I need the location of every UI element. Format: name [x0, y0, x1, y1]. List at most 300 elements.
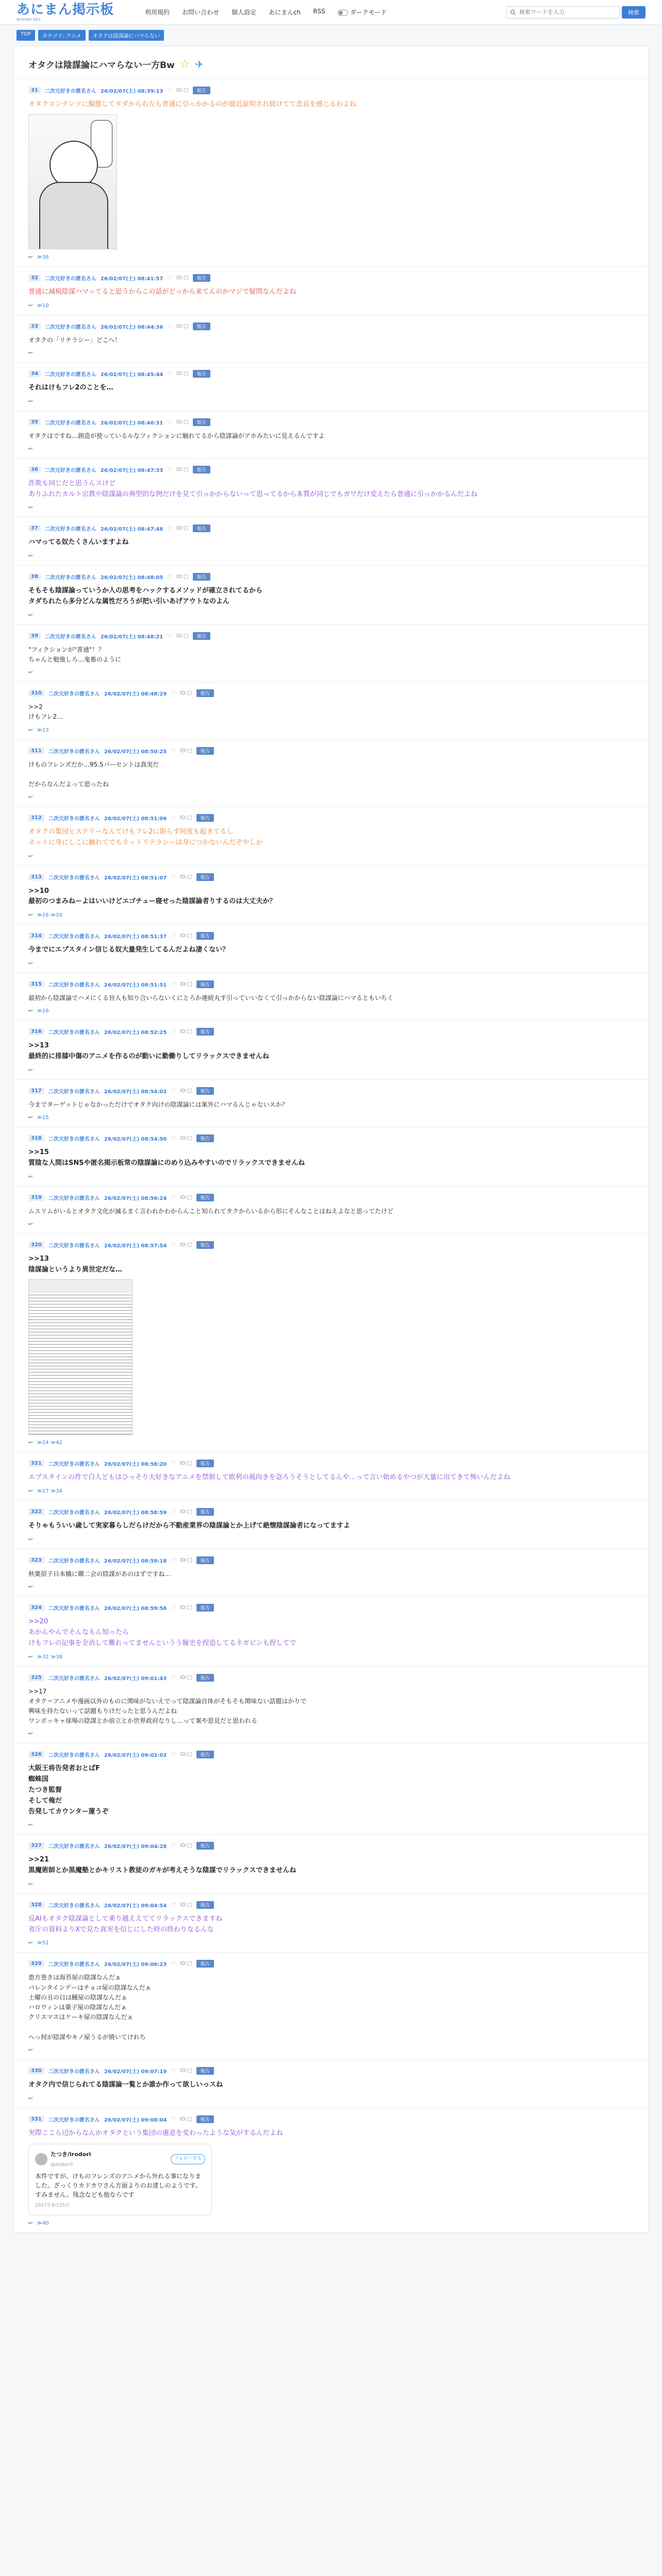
post-header	[28, 524, 634, 532]
post-number[interactable]: 34	[28, 370, 41, 377]
like-heart-icon[interactable]: ♡	[167, 274, 173, 281]
post-date: 26/02/07(土) 08:50:25	[104, 749, 167, 755]
post-header	[28, 1556, 634, 1564]
post	[14, 1501, 648, 1549]
post-body: 実際ここら辺からなんかオタクという集団の憲意を変わったような気がするんだよね	[28, 2129, 283, 2137]
post-date: 26/02/07(土) 08:57:54	[104, 1243, 167, 1249]
report-button[interactable]: 報告	[193, 466, 210, 473]
post-header	[28, 1842, 634, 1850]
post-header	[28, 1134, 634, 1142]
reply-icon[interactable]: ↩	[28, 1584, 33, 1590]
post-number[interactable]: 31	[28, 87, 41, 94]
reply-icon[interactable]: ↩	[28, 1654, 33, 1660]
post	[14, 866, 648, 925]
post	[14, 625, 648, 682]
post-footer	[28, 1067, 634, 1073]
poster-id: ID:□	[180, 1605, 192, 1611]
post-footer	[28, 1654, 634, 1660]
post	[14, 363, 648, 411]
nav-contact[interactable]: お問い合わせ	[182, 9, 220, 16]
post-number[interactable]: 38	[28, 573, 41, 580]
reply-links[interactable]: ≫38	[37, 254, 49, 260]
post-header	[28, 932, 634, 940]
like-heart-icon[interactable]: ♡	[167, 573, 173, 581]
post	[14, 79, 648, 267]
post	[14, 973, 648, 1021]
reply-icon[interactable]: ↩	[28, 961, 33, 967]
reply-links[interactable]: ≫13	[37, 727, 49, 733]
report-button[interactable]: 報告	[196, 1241, 214, 1249]
poster-id: ID:□	[180, 1902, 192, 1908]
reply-icon[interactable]: ↩	[28, 505, 33, 511]
reply-icon[interactable]: ↩	[28, 254, 33, 260]
reply-icon[interactable]: ↩	[28, 1008, 33, 1014]
like-heart-icon[interactable]: ♡	[167, 525, 173, 532]
poster-id: ID:□	[176, 323, 189, 329]
reply-links[interactable]: ≫15	[37, 1115, 49, 1121]
poster-id: ID:□	[180, 1242, 192, 1248]
reply-icon[interactable]: ↩	[28, 446, 33, 452]
nav-rss[interactable]: RSS	[313, 8, 325, 15]
poster-name: 二次元好きの匿名さん	[48, 1243, 100, 1249]
poster-name: 二次元好きの匿名さん	[48, 1558, 100, 1564]
post-header	[28, 814, 634, 822]
post-date: 26/02/07(土) 08:56:24	[104, 1195, 167, 1201]
post	[14, 1894, 648, 1953]
star-favorite-icon[interactable]: ☆	[179, 58, 190, 71]
post	[14, 517, 648, 566]
post-list	[14, 79, 648, 2233]
breadcrumb	[0, 25, 662, 41]
post-body: エプスタインの件で白人どもはひっそり大好きなアニメを禁制して欧利の風向きを急ろうそうとしてるんや…って言い始めるやつが大量に出てきて怖いんだよね	[28, 1473, 510, 1482]
dark-mode-label: ダークモード	[350, 9, 387, 16]
post-header	[28, 980, 634, 988]
nav-settings[interactable]: 個人設定	[231, 9, 257, 16]
embedded-tweet[interactable]	[28, 2144, 212, 2215]
search-input[interactable]	[518, 8, 616, 16]
poster-name: 二次元好きの匿名さん	[48, 749, 100, 755]
post	[14, 566, 648, 625]
reply-icon[interactable]: ↩	[28, 727, 33, 733]
post	[14, 1127, 648, 1187]
reply-icon[interactable]: ↩	[28, 1940, 33, 1946]
poster-id: ID:□	[180, 1557, 192, 1563]
poster-id: ID:□	[180, 815, 192, 821]
post-footer	[28, 553, 634, 559]
post-date: 26/02/07(土) 08:47:46	[100, 527, 163, 533]
post	[14, 1187, 648, 1234]
reply-icon[interactable]: ↩	[28, 2095, 33, 2102]
post	[14, 1743, 648, 1835]
post-footer	[28, 912, 634, 918]
thread-title-bar	[14, 46, 648, 79]
post-footer	[28, 1584, 634, 1590]
post-footer	[28, 399, 634, 404]
reply-icon[interactable]: ↩	[28, 398, 33, 404]
poster-id: ID:□	[180, 1461, 192, 1467]
post-number[interactable]: 32	[28, 275, 41, 281]
report-button[interactable]: 報告	[196, 1556, 214, 1564]
post-number[interactable]: 328	[28, 1902, 44, 1908]
like-heart-icon[interactable]: ♡	[171, 1674, 176, 1681]
poster-name: 二次元好きの匿名さん	[48, 1903, 100, 1909]
post-body: "フィクションが"普通"！？ ちゃんと勉強しろ…鬼畜のように	[28, 646, 122, 663]
post-date: 26/02/07(土) 08:44:36	[100, 324, 163, 330]
post-date: 26/02/07(土) 08:47:33	[100, 467, 163, 473]
post-header	[28, 1751, 634, 1758]
post-number[interactable]: 316	[28, 1028, 44, 1035]
breadcrumb-category[interactable]: カテゴリ: アニメ	[38, 30, 86, 41]
reply-links[interactable]: ≫16	[37, 1008, 49, 1014]
report-button[interactable]: 報告	[193, 573, 210, 581]
post-date: 26/02/07(土) 08:54:50	[104, 1137, 167, 1143]
report-button[interactable]: 報告	[193, 524, 210, 532]
nav-animanch[interactable]: あにまんch	[269, 9, 301, 16]
post-header	[28, 274, 634, 282]
post-header	[28, 323, 634, 330]
poster-id: ID:□	[176, 275, 189, 281]
post-body: >>10 最初のつまみねーよはいいけどエゴチュー寝せった陰謀論者りするのは大丈夫か？	[28, 887, 276, 906]
post-header	[28, 632, 634, 640]
post-date: 26/02/07(土) 08:51:06	[104, 816, 167, 822]
report-button[interactable]: 報告	[196, 1087, 214, 1095]
reply-icon[interactable]: ↩	[28, 1067, 33, 1073]
post-number[interactable]: 320	[28, 1242, 44, 1248]
poster-id: ID:□	[180, 748, 192, 754]
like-heart-icon[interactable]: ♡	[171, 1135, 176, 1142]
report-button[interactable]: 報告	[193, 418, 210, 426]
poster-id: ID:□	[180, 690, 192, 697]
poster-name: 二次元好きの匿名さん	[48, 2069, 100, 2075]
post-footer	[28, 794, 634, 800]
post-body: 大阪王将告発者おとばF 蜘蛛国 たつき監督 そして俺だ 告発してカウンター蓮うぞ	[28, 1765, 109, 1816]
post-footer	[28, 1488, 634, 1494]
reply-icon[interactable]: ↩	[28, 1488, 33, 1495]
poster-id: ID:□	[180, 1136, 192, 1142]
post-footer	[28, 854, 634, 859]
post-footer	[28, 2221, 634, 2226]
reply-icon[interactable]: ↩	[28, 1174, 33, 1180]
report-button[interactable]: 報告	[196, 1134, 214, 1142]
like-heart-icon[interactable]: ♡	[171, 1460, 176, 1467]
post-header	[28, 873, 634, 881]
post-footer	[28, 1440, 634, 1446]
like-heart-icon[interactable]: ♡	[171, 1842, 176, 1850]
post-body: オタクの「リテラシー」どこへ！	[28, 336, 121, 344]
site-header	[0, 0, 662, 25]
reply-links[interactable]: ≫27 ≫34	[37, 1488, 62, 1495]
post-date: 26/02/07(土) 08:48:21	[100, 634, 163, 640]
post-date: 26/02/07(土) 09:08:04	[104, 2117, 167, 2123]
post-date: 26/02/07(土) 08:58:20	[104, 1462, 167, 1468]
post-date: 26/02/07(土) 09:04:54	[104, 1903, 167, 1909]
reply-icon[interactable]: ↩	[28, 612, 33, 618]
reply-icon[interactable]: ↩	[28, 1440, 33, 1446]
like-heart-icon[interactable]: ♡	[167, 87, 173, 94]
breadcrumb-top[interactable]: TOP	[16, 30, 35, 41]
post-number[interactable]: 327	[28, 1842, 44, 1849]
post-number[interactable]: 322	[28, 1509, 44, 1515]
report-button[interactable]: 報告	[196, 932, 214, 940]
post-number[interactable]: 311	[28, 748, 44, 754]
reply-icon[interactable]: ↩	[28, 1221, 33, 1227]
like-heart-icon[interactable]: ♡	[171, 815, 176, 822]
like-heart-icon[interactable]: ♡	[171, 2115, 176, 2123]
post-footer	[28, 1537, 634, 1543]
dark-mode-toggle[interactable]	[338, 8, 387, 16]
post-date: 26/02/07(土) 08:46:31	[100, 420, 163, 426]
like-heart-icon[interactable]: ♡	[171, 933, 176, 940]
post-body: オタクコンテンツに擬態してタダから右左も普通に引っかかるのが最近証明され続けてて悲哀を感じるわよね	[28, 100, 357, 108]
post-number[interactable]: 323	[28, 1557, 44, 1564]
post-footer	[28, 1940, 634, 1946]
report-button[interactable]: 報告	[196, 2067, 214, 2075]
reply-icon[interactable]: ↩	[28, 1115, 33, 1121]
poster-id: ID:□	[180, 981, 192, 988]
reply-icon[interactable]: ↩	[28, 302, 33, 309]
poster-id: ID:□	[176, 574, 189, 580]
like-heart-icon[interactable]: ♡	[171, 1194, 176, 1201]
report-button[interactable]: 報告	[193, 632, 210, 640]
like-heart-icon[interactable]: ♡	[171, 1087, 176, 1094]
like-heart-icon[interactable]: ♡	[171, 1556, 176, 1564]
reply-icon[interactable]: ↩	[28, 2047, 33, 2053]
like-heart-icon[interactable]: ♡	[171, 1960, 176, 1968]
post-number[interactable]: 321	[28, 1460, 44, 1467]
post-date: 26/02/07(土) 08:39:13	[100, 89, 163, 94]
post-number[interactable]: 314	[28, 933, 44, 939]
poster-id: ID:□	[180, 1843, 192, 1849]
manga-body	[39, 182, 108, 249]
poster-name: 二次元好きの匿名さん	[48, 982, 100, 989]
post-footer	[28, 350, 634, 356]
reply-icon[interactable]: ↩	[28, 2220, 33, 2226]
like-heart-icon[interactable]: ♡	[167, 323, 173, 330]
report-button[interactable]: 報告	[196, 980, 214, 988]
post-footer	[28, 727, 634, 733]
reply-icon[interactable]: ↩	[28, 912, 33, 919]
post	[14, 1080, 648, 1127]
post-number[interactable]: 39	[28, 633, 41, 639]
manga-image-thumbnail[interactable]	[28, 114, 117, 249]
post-number[interactable]: 310	[28, 690, 44, 697]
poster-id: ID:□	[180, 933, 192, 939]
reply-links[interactable]: ≫16 ≫20	[37, 912, 62, 919]
report-button[interactable]: 報告	[196, 1674, 214, 1682]
post-number[interactable]: 36	[28, 466, 41, 473]
like-heart-icon[interactable]: ♡	[171, 981, 176, 988]
poster-id: ID:□	[176, 88, 189, 93]
post-body: >>20 あかんやんでそんなもん知ったら けもフレの記事を全消して難れってませんというう履史を捏造してるネガビンも捏してで	[28, 1618, 296, 1647]
post-header	[28, 2067, 634, 2075]
report-button[interactable]: 報告	[196, 689, 214, 697]
like-heart-icon[interactable]: ♡	[171, 873, 176, 880]
post-footer	[28, 1822, 634, 1828]
post-date: 26/02/07(土) 08:59:56	[104, 1606, 167, 1612]
nav-terms[interactable]: 利用規約	[145, 9, 170, 16]
tweet-handle: @irodori7	[51, 2162, 73, 2167]
post-footer	[28, 1731, 634, 1737]
poster-id: ID:□	[176, 526, 189, 532]
poster-name: 二次元好きの匿名さん	[48, 934, 100, 940]
post-number[interactable]: 324	[28, 1604, 44, 1611]
like-heart-icon[interactable]: ♡	[171, 747, 176, 754]
thread-title: オタクは陰謀論にハマらない一方Bw	[28, 60, 175, 71]
follow-button[interactable]: フォローする	[171, 2154, 205, 2164]
toggle-switch-icon[interactable]	[338, 10, 348, 16]
post-header	[28, 2115, 634, 2123]
report-button[interactable]: 報告	[196, 1460, 214, 1467]
reply-icon[interactable]: ↩	[28, 553, 33, 560]
post-body: 恵方巻きは海苔屋の陰謀なんだぁ バレンタインデーはチョコ屋の陰謀なんだぁ 土曜の丑の日は鰻屋の陰謀なんだぁ ハロウィンは菓子屋の陰謀なんだぁ クリスマスはケーキ屋の陰謀なんだぁ へっ何が陰謀やキノ屋うるが焼いてけれち	[28, 1974, 152, 2041]
post	[14, 411, 648, 459]
search-icon	[510, 9, 516, 15]
post-body: 今までターゲットじゃなかっただけでオタク向けの陰謀論には案外にハマるんじゃないスか？	[28, 1100, 288, 1108]
report-button[interactable]: 報告	[196, 1028, 214, 1036]
post-header	[28, 747, 634, 755]
post-number[interactable]: 312	[28, 815, 44, 821]
post-header	[28, 87, 634, 94]
post-footer	[28, 255, 634, 260]
post-body: 詐欺も同じだと思うんスけど ありふれたカルト宗教や陰謀論の典型的な例だけを見て引っかからないって思ってるから本質が同じでもガワだけ変えたら普通に引っかかるんだよね	[28, 479, 478, 498]
post-body: >>21 黒魔術師とか黒魔塾とかキリスト教徒のガキが考えそうな陰謀でリラックスできませんね	[28, 1856, 296, 1875]
post	[14, 1021, 648, 1080]
post-number[interactable]: 326	[28, 1751, 44, 1758]
post-number[interactable]: 317	[28, 1088, 44, 1094]
post-number[interactable]: 325	[28, 1674, 44, 1681]
poster-name: 二次元好きの匿名さん	[44, 276, 96, 282]
post-body: 反AIもオタク陰謀論として乗り越ええててリラックスできますね 省庁の資料よりXで見た真実を信じにした時の終わりなるんな	[28, 1914, 223, 1934]
reply-icon[interactable]: ↩	[28, 794, 33, 801]
post	[14, 1953, 648, 2059]
post-number[interactable]: 35	[28, 419, 41, 426]
reply-icon[interactable]: ↩	[28, 1822, 33, 1828]
avatar	[35, 2153, 47, 2165]
reply-icon[interactable]: ↩	[28, 853, 33, 859]
reply-links[interactable]: ≫24 ≫42	[37, 1440, 62, 1446]
report-button[interactable]: 報告	[196, 1194, 214, 1201]
logo-title[interactable]: あにまん掲示板	[16, 2, 114, 18]
reply-links[interactable]: ≫32 ≫38	[37, 1654, 62, 1660]
reply-links[interactable]: ≫51	[37, 1940, 49, 1946]
post-number[interactable]: 37	[28, 525, 41, 532]
like-heart-icon[interactable]: ♡	[171, 690, 176, 697]
post-date: 26/02/07(土) 08:58:59	[104, 1510, 167, 1516]
post-date: 26/02/07(土) 09:06:23	[104, 1962, 167, 1968]
post-footer	[28, 961, 634, 967]
post-header	[28, 1604, 634, 1612]
poster-name: 二次元好きの匿名さん	[44, 420, 96, 426]
post-date: 26/02/07(土) 08:51:51	[104, 982, 167, 989]
like-heart-icon[interactable]: ♡	[167, 466, 173, 473]
like-heart-icon[interactable]: ♡	[171, 1901, 176, 1908]
logo-subtitle: animan bbs	[16, 16, 41, 22]
report-button[interactable]: 報告	[193, 323, 210, 330]
post-body: けものフレンズだか…95.5パーセントは真実だ だからなんだよって思ったね	[28, 760, 159, 788]
post-header	[28, 1460, 634, 1467]
post-number[interactable]: 313	[28, 874, 44, 880]
tweet-user-name: たつき/irodori	[51, 2151, 91, 2158]
post-number[interactable]: 315	[28, 981, 44, 988]
post	[14, 267, 648, 315]
report-button[interactable]: 報告	[196, 2115, 214, 2123]
report-button[interactable]: 報告	[196, 1842, 214, 1850]
post-date: 26/02/07(土) 08:59:18	[104, 1558, 167, 1564]
post-date: 26/02/07(土) 08:54:02	[104, 1089, 167, 1095]
post-number[interactable]: 319	[28, 1194, 44, 1201]
post-date: 26/02/07(土) 09:02:02	[104, 1753, 167, 1759]
poster-id: ID:□	[180, 1194, 192, 1200]
search-box[interactable]	[506, 6, 620, 19]
reply-icon[interactable]: ↩	[28, 670, 33, 676]
reply-icon[interactable]: ↩	[28, 350, 33, 356]
like-heart-icon[interactable]: ♡	[171, 1751, 176, 1758]
report-button[interactable]: 報告	[196, 1960, 214, 1968]
report-button[interactable]: 報告	[196, 1508, 214, 1516]
report-button[interactable]: 報告	[193, 370, 210, 378]
poster-id: ID:□	[180, 1674, 192, 1681]
post-body: そりゃもういい歳して実家暮らしだらけだから不動産業界の陰謀論とか上げて絶懐陰謀論者になってますよ	[28, 1522, 351, 1530]
reply-icon[interactable]: ↩	[28, 1731, 33, 1737]
reply-links[interactable]: ≫10	[37, 302, 49, 309]
like-heart-icon[interactable]: ♡	[171, 1028, 176, 1036]
like-heart-icon[interactable]: ♡	[171, 1509, 176, 1516]
post-number[interactable]: 33	[28, 323, 41, 330]
twitter-bird-icon[interactable]: ✈	[195, 58, 204, 71]
report-button[interactable]: 報告	[196, 1901, 214, 1909]
search-button[interactable]: 検索	[622, 6, 646, 19]
site-logo[interactable]	[16, 3, 114, 22]
report-button[interactable]: 報告	[196, 1751, 214, 1758]
like-heart-icon[interactable]: ♡	[167, 370, 173, 377]
like-heart-icon[interactable]: ♡	[171, 2067, 176, 2074]
like-heart-icon[interactable]: ♡	[171, 1604, 176, 1612]
reply-icon[interactable]: ↩	[28, 1536, 33, 1543]
reply-icon[interactable]: ↩	[28, 1881, 33, 1887]
post-body: >>13 最終的に排膝中傷のアニメを作るのが動いに勤働りしてリラックスできませんね	[28, 1042, 269, 1061]
post	[14, 1667, 648, 1744]
post-header	[28, 1241, 634, 1249]
post-footer	[28, 1008, 634, 1014]
post-date: 26/02/07(土) 09:01:43	[104, 1675, 167, 1682]
poster-id: ID:□	[180, 1088, 192, 1094]
report-button[interactable]: 報告	[196, 747, 214, 755]
poster-name: 二次元好きの匿名さん	[44, 527, 96, 533]
post-number[interactable]: 329	[28, 1960, 44, 1967]
report-button[interactable]: 報告	[196, 814, 214, 822]
post-number[interactable]: 331	[28, 2116, 44, 2123]
report-button[interactable]: 報告	[193, 87, 210, 94]
poster-name: 二次元好きの匿名さん	[44, 634, 96, 640]
post	[14, 925, 648, 973]
report-button[interactable]: 報告	[193, 274, 210, 282]
post-number[interactable]: 318	[28, 1135, 44, 1142]
tweet-text: 本件ですが、けものフレンズのアニメから外れる事になりました。ざっくりカドカワさん方面よりのお達しのようです。すみません。残念なども他ならです	[35, 2173, 202, 2199]
document-image-thumbnail[interactable]	[28, 1279, 133, 1435]
post-number[interactable]: 330	[28, 2067, 44, 2074]
poster-name: 二次元好きの匿名さん	[48, 875, 100, 881]
report-button[interactable]: 報告	[196, 873, 214, 881]
breadcrumb-thread[interactable]: オタクは陰謀論にハマらない	[89, 30, 164, 41]
like-heart-icon[interactable]: ♡	[167, 632, 173, 639]
reply-links[interactable]: ≫40	[37, 2220, 49, 2226]
poster-id: ID:□	[180, 1029, 192, 1035]
like-heart-icon[interactable]: ♡	[167, 418, 173, 426]
post-header	[28, 370, 634, 378]
post-header	[28, 1194, 634, 1201]
report-button[interactable]: 報告	[196, 1604, 214, 1612]
like-heart-icon[interactable]: ♡	[171, 1241, 176, 1248]
